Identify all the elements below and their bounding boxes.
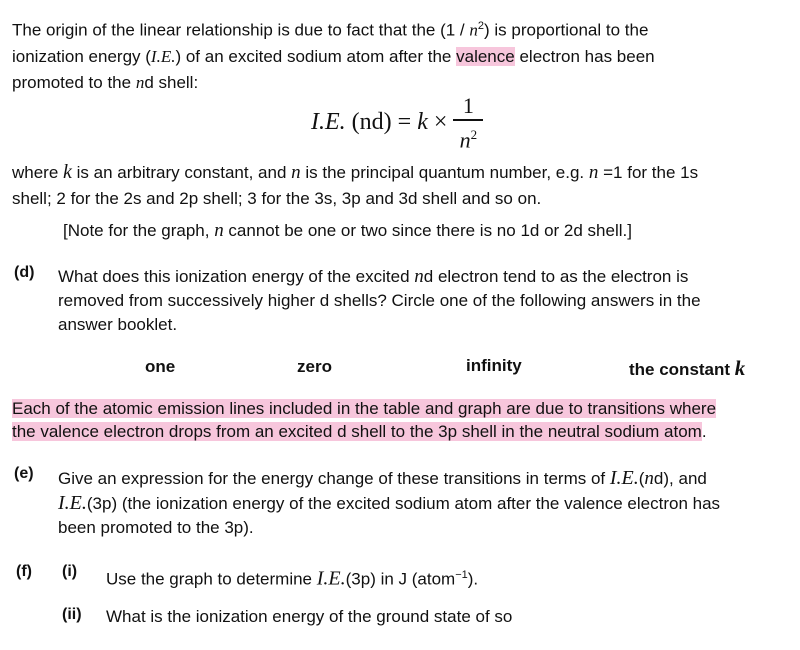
option-the-constant-k[interactable] <box>629 356 745 381</box>
n-symbol: n <box>644 468 654 489</box>
n-symbol: n <box>414 266 424 287</box>
intro-text: electron has been <box>514 46 655 66</box>
intro-text: promoted to the <box>12 72 136 92</box>
intro-text: ) is proportional to the <box>484 20 649 40</box>
question-e-text <box>58 466 793 540</box>
intro-text: ) of an excited sodium atom after the <box>175 46 457 66</box>
where-text: is an arbitrary constant, and <box>71 163 292 182</box>
highlighted-text: the valence electron drops from an excited d shell to the 3p shell in the neutral sodium atom <box>12 422 702 441</box>
question-f-ii-text: What is the ionization energy of the ground state of so <box>106 607 513 626</box>
where-line-1 <box>12 159 792 186</box>
question-text: ( <box>638 469 645 488</box>
intro-text: The origin of the linear relationship is due to fact that the (1 / <box>12 20 470 40</box>
ionization-energy-equation <box>311 94 483 152</box>
question-f-i-label: (i) <box>62 563 78 580</box>
question-f-i-text <box>106 563 478 592</box>
where-text: is the principal quantum number, e.g. <box>300 163 589 182</box>
n-symbol: n <box>469 20 478 40</box>
question-text: What does this ionization energy of the excited <box>58 267 415 286</box>
question-d-line-2: removed from successively higher d shells? Circle one of the following answers in the <box>58 291 701 310</box>
option-infinity[interactable]: infinity <box>466 356 522 375</box>
highlighted-line-1 <box>12 397 797 420</box>
superscript: −1 <box>455 569 468 581</box>
question-text: (3p) (the ionization energy of the excited sodium atom after the valence electron has <box>86 494 721 513</box>
question-text: ). <box>467 569 479 589</box>
note-text: cannot be one or two since there is no 1d or 2d shell.] <box>223 221 632 240</box>
equation-nd: (nd) = <box>345 109 418 136</box>
denominator-n: n <box>459 126 471 152</box>
question-text: d electron tend to as the electron is <box>423 267 689 286</box>
intro-text: d shell: <box>144 72 199 92</box>
highlighted-line-2 <box>12 420 797 443</box>
question-e-line-1 <box>58 466 793 491</box>
highlighted-word-valence: valence <box>456 46 515 66</box>
question-text: d), and <box>653 469 707 488</box>
note-text: [Note for the graph, <box>63 221 215 240</box>
equation-times: × <box>427 109 448 136</box>
highlighted-paragraph <box>12 397 797 443</box>
question-text: Use the graph to determine <box>106 569 317 589</box>
highlighted-text: Each of the atomic emission lines included in the table and graph are due to transitions where <box>12 399 717 418</box>
question-d-line-3: answer booklet. <box>58 315 178 334</box>
question-e-line-2 <box>58 491 793 516</box>
n-symbol: n <box>588 162 599 183</box>
ie-symbol: I.E. <box>58 492 87 514</box>
ie-symbol: I.E. <box>609 467 639 489</box>
option-zero[interactable]: zero <box>297 357 332 376</box>
where-line-2: shell; 2 for the 2s and 2p shell; 3 for the 3s, 3p and 3d shell and so on. <box>12 189 542 208</box>
option-constant-text: the constant <box>629 360 735 379</box>
graph-note <box>63 218 632 244</box>
equation-lhs: I.E. <box>311 109 346 136</box>
fraction-numerator: 1 <box>462 93 474 118</box>
fraction-bar <box>453 119 483 121</box>
question-text: Give an expression for the energy change of these transitions in terms of <box>58 469 610 488</box>
equation-fraction <box>453 94 483 152</box>
option-one[interactable]: one <box>145 357 176 376</box>
intro-line-2 <box>12 44 792 70</box>
where-text: where <box>12 163 64 182</box>
ie-symbol: I.E. <box>150 46 176 66</box>
question-text: (3p) in J (atom <box>345 569 456 589</box>
n-symbol: n <box>135 72 145 92</box>
n-symbol: n <box>291 162 301 183</box>
equation-k: k <box>417 109 428 136</box>
question-f-ii-label: (ii) <box>62 606 82 623</box>
k-symbol: k <box>63 161 72 183</box>
question-d-text <box>58 265 788 337</box>
fraction-denominator <box>460 123 478 152</box>
where-text: =1 for the 1s <box>598 163 699 182</box>
faded-edge <box>556 595 800 650</box>
question-e-line-3: been promoted to the 3p). <box>58 518 254 537</box>
k-symbol: k <box>734 356 746 380</box>
n-symbol: n <box>214 220 224 241</box>
denominator-superscript: 2 <box>470 126 478 142</box>
intro-line-3 <box>12 70 792 96</box>
question-d-line-1 <box>58 265 788 289</box>
question-e-label: (e) <box>14 465 34 482</box>
intro-text: ionization energy ( <box>12 46 151 66</box>
where-paragraph <box>12 159 792 212</box>
question-d-label: (d) <box>14 264 35 281</box>
period: . <box>701 422 707 441</box>
question-f-label: (f) <box>16 563 32 580</box>
ie-symbol: I.E. <box>316 567 346 590</box>
superscript: 2 <box>477 20 484 32</box>
intro-line-1 <box>12 13 792 44</box>
intro-paragraph <box>12 13 792 96</box>
